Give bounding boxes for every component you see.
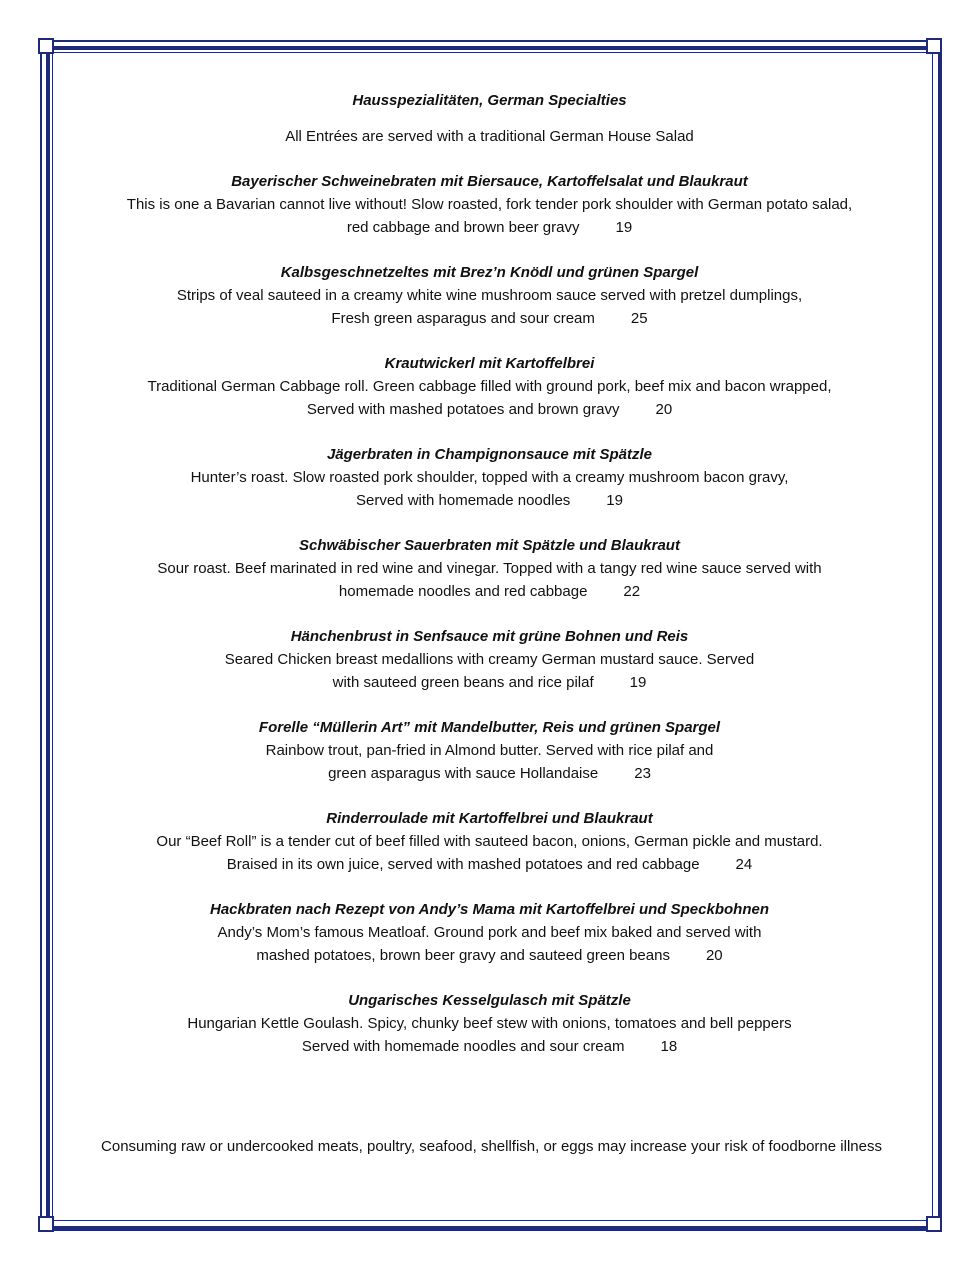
menu-title: Hausspezialitäten, German Specialties: [352, 92, 627, 109]
menu-item: [60, 807, 919, 876]
menu-item-description-line2: [60, 307, 919, 330]
menu-item-price: 19: [629, 674, 647, 691]
menu-item-price: 19: [606, 492, 623, 509]
menu-intro: All Entrées are served with a traditional German House Salad: [285, 128, 694, 145]
menu-item-description-line2: [60, 1035, 919, 1058]
menu-item: [60, 170, 919, 239]
menu-item-name: Ungarisches Kesselgulasch mit Spätzle: [348, 992, 631, 1009]
menu-item: [60, 261, 919, 330]
menu-item-description: Traditional German Cabbage roll. Green cabbage filled with ground pork, beef mix and bacon wrapped,: [147, 378, 832, 395]
menu-items-list: [60, 170, 919, 1058]
menu-item-description-text: Braised in its own juice, served with mashed potatoes and red cabbage: [226, 856, 700, 873]
menu-item-name: Bayerischer Schweinebraten mit Biersauce, Kartoffelsalat und Blaukraut: [231, 173, 748, 190]
menu-item-description: Hunter’s roast. Slow roasted pork shoulder, topped with a creamy mushroom bacon gravy,: [190, 469, 789, 486]
menu-item-description-line2: [60, 489, 919, 512]
menu-item-description: Andy’s Mom’s famous Meatloaf. Ground pork and beef mix baked and served with: [217, 924, 762, 941]
menu-item: [60, 625, 919, 694]
menu-item-price: 25: [630, 310, 648, 327]
menu-item: [60, 443, 919, 512]
menu-item-description-line2: [60, 671, 919, 694]
corner-ornament-bottom-right: [926, 1216, 942, 1232]
menu-item: [60, 989, 919, 1058]
menu-item-description: Rainbow trout, pan-fried in Almond butter. Served with rice pilaf and: [265, 742, 714, 759]
corner-ornament-bottom-left: [38, 1216, 54, 1232]
menu-item-description-text: mashed potatoes, brown beer gravy and sauteed green beans: [256, 947, 670, 964]
menu-item-description-text: Served with homemade noodles: [356, 492, 571, 509]
menu-item-name: Hänchenbrust in Senfsauce mit grüne Bohnen und Reis: [290, 628, 689, 645]
menu-item-description-text: with sauteed green beans and rice pilaf: [332, 674, 594, 691]
menu-item-description: Hungarian Kettle Goulash. Spicy, chunky beef stew with onions, tomatoes and bell peppers: [187, 1015, 792, 1032]
menu-item-name: Schwäbischer Sauerbraten mit Spätzle und Blaukraut: [299, 537, 680, 554]
corner-ornament-top-right: [926, 38, 942, 54]
menu-item-description: Strips of veal sauteed in a creamy white wine mushroom sauce served with pretzel dumplings,: [176, 287, 803, 304]
menu-item-description-line2: [60, 944, 919, 967]
menu-item-description-text: Served with mashed potatoes and brown gravy: [306, 401, 620, 418]
menu-item-price: 20: [655, 401, 673, 418]
menu-item-description-line2: [60, 762, 919, 785]
menu-item-name: Hackbraten nach Rezept von Andy’s Mama mit Kartoffelbrei und Speckbohnen: [209, 901, 769, 918]
food-safety-disclaimer: Consuming raw or undercooked meats, poultry, seafood, shellfish, or eggs may increase your risk of foodborne illness: [101, 1138, 882, 1155]
menu-item-description: Sour roast. Beef marinated in red wine and vinegar. Topped with a tangy red wine sauce served with: [157, 560, 822, 577]
menu-item-price: 23: [634, 765, 651, 782]
menu-item-description-text: green asparagus with sauce Hollandaise: [328, 765, 599, 782]
menu-item-description-line2: [60, 216, 919, 239]
menu-item-name: Kalbsgeschnetzeltes mit Brez’n Knödl und grünen Spargel: [280, 264, 699, 281]
menu-item-description-text: red cabbage and brown beer gravy: [346, 219, 580, 236]
menu-item-description: This is one a Bavarian cannot live without! Slow roasted, fork tender pork shoulder with German potato salad,: [126, 196, 853, 213]
menu-item: [60, 352, 919, 421]
menu-item-price: 19: [615, 219, 633, 236]
corner-ornament-top-left: [38, 38, 54, 54]
menu-item-description-line2: [60, 580, 919, 603]
menu-item-price: 20: [705, 947, 723, 964]
menu-item: [60, 716, 919, 785]
menu-item-description: Seared Chicken breast medallions with creamy German mustard sauce. Served: [224, 651, 755, 668]
menu-item-price: 18: [660, 1038, 678, 1055]
menu-item-description-text: Fresh green asparagus and sour cream: [331, 310, 595, 327]
menu-item: [60, 898, 919, 967]
menu-item-name: Krautwickerl mit Kartoffelbrei: [384, 355, 595, 372]
menu-item-price: 24: [735, 856, 753, 873]
menu-item: [60, 534, 919, 603]
menu-content: [60, 90, 919, 1058]
menu-item-description: Our “Beef Roll” is a tender cut of beef filled with sauteed bacon, onions, German pickle and mustard.: [156, 833, 823, 850]
menu-item-description-line2: [60, 853, 919, 876]
menu-item-price: 22: [623, 583, 641, 600]
menu-item-description-text: Served with homemade noodles and sour cream: [301, 1038, 625, 1055]
menu-item-name: Forelle “Müllerin Art” mit Mandelbutter, Reis und grünen Spargel: [258, 719, 721, 736]
menu-item-name: Jägerbraten in Champignonsauce mit Spätzle: [326, 446, 653, 463]
menu-item-description-text: homemade noodles and red cabbage: [338, 583, 588, 600]
menu-item-description-line2: [60, 398, 919, 421]
menu-item-name: Rinderroulade mit Kartoffelbrei und Blaukraut: [326, 810, 653, 827]
